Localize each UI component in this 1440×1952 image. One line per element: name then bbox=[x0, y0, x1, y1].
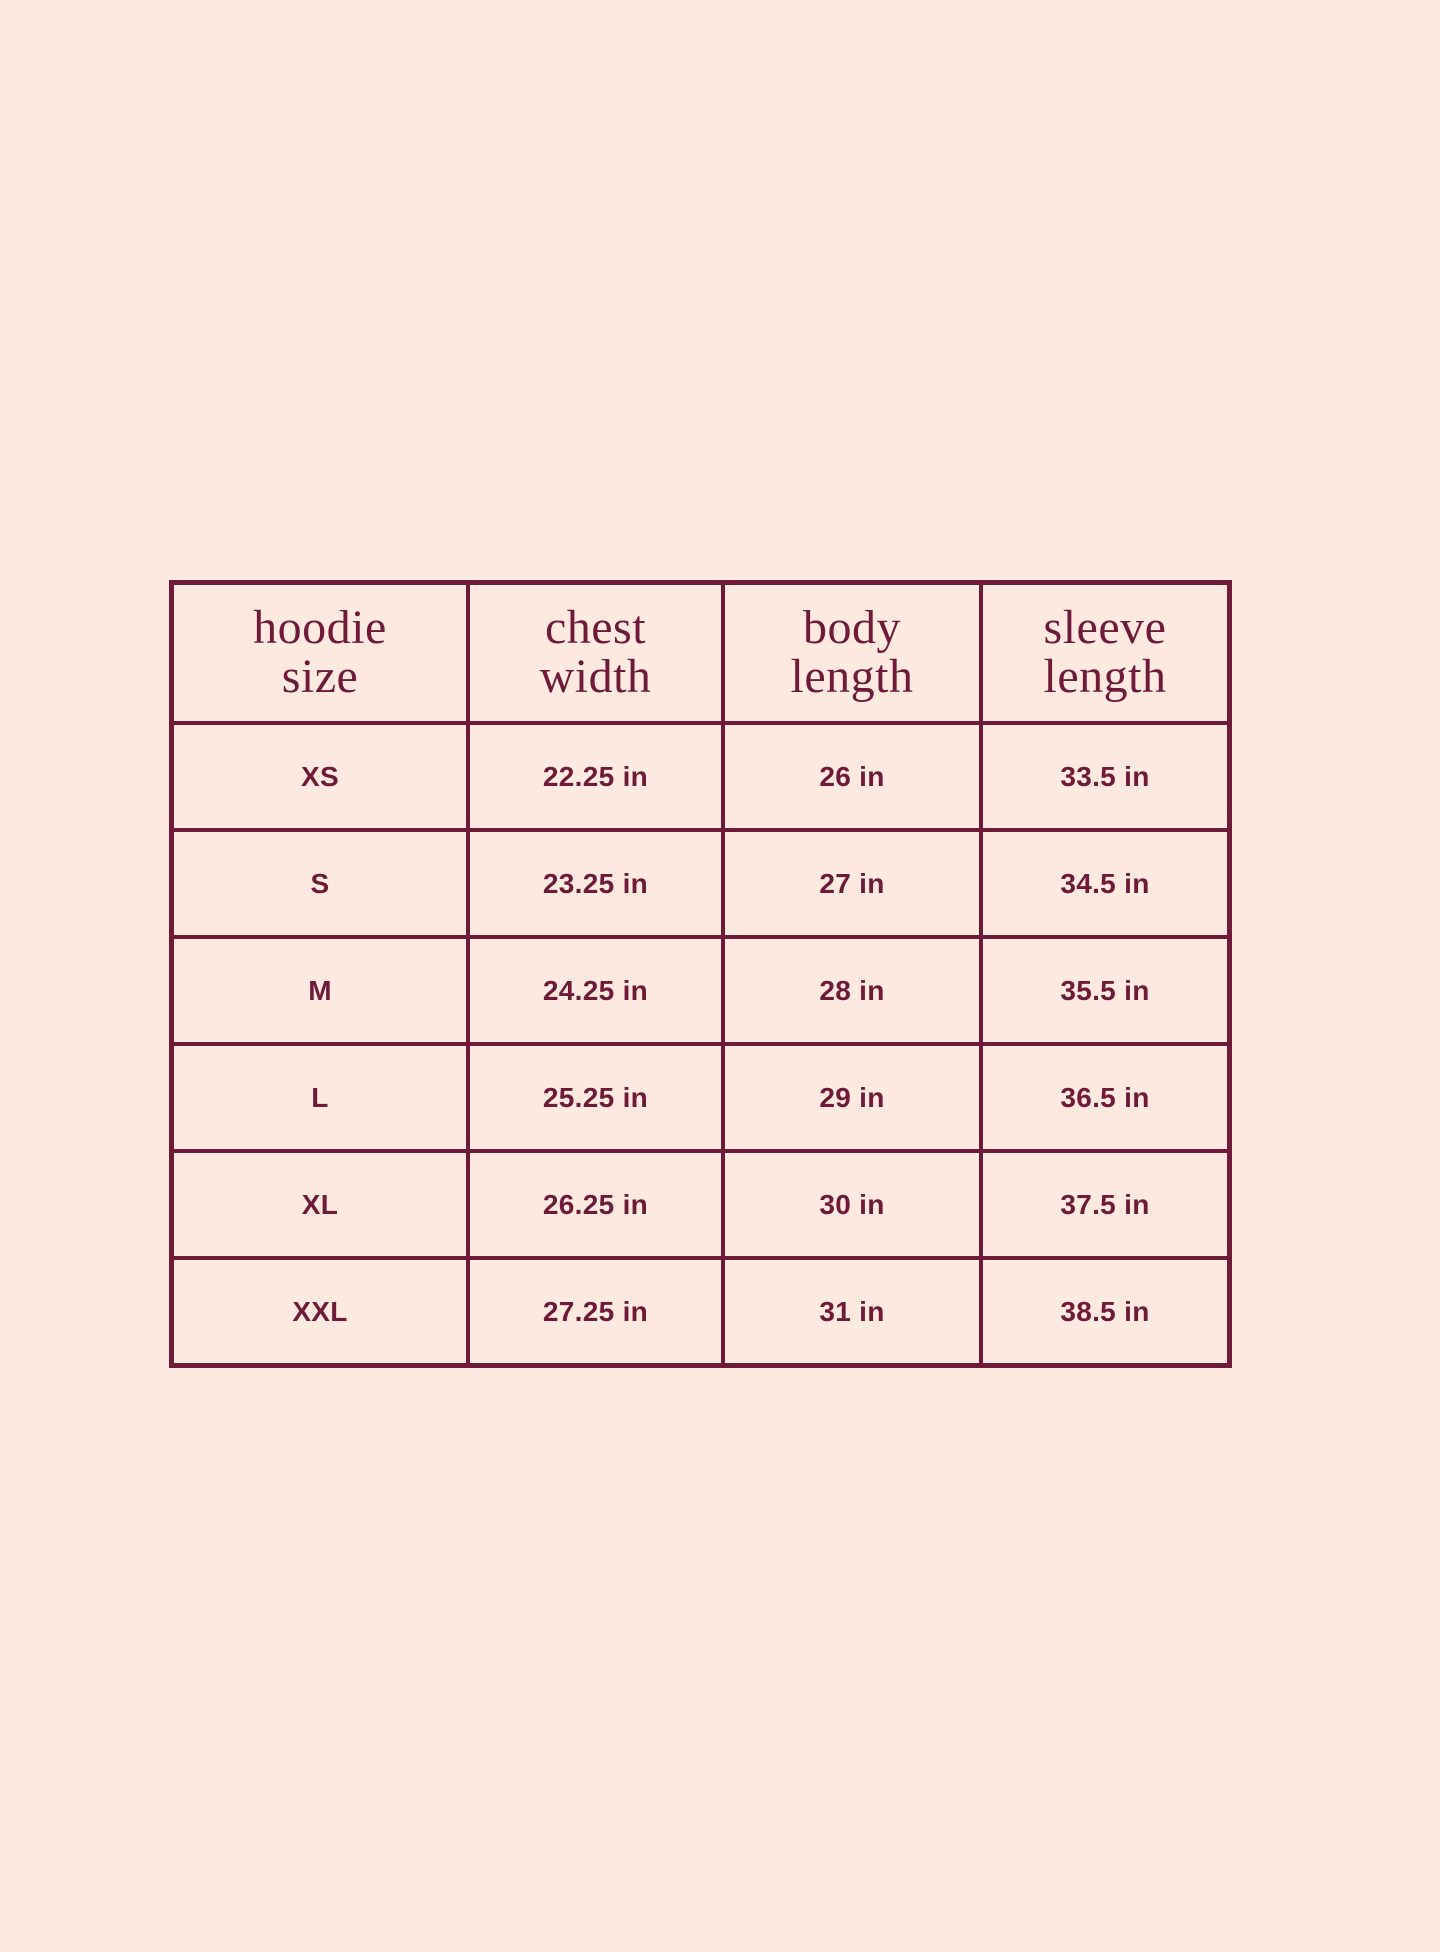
column-header-text: chest bbox=[544, 601, 647, 655]
sleeve-length-cell-s: 34.5 in bbox=[983, 832, 1227, 935]
column-header-chest-width bbox=[470, 585, 721, 721]
column-header-body-length bbox=[725, 585, 979, 721]
size-cell-m: M bbox=[174, 939, 466, 1042]
chest-width-cell-l: 25.25 in bbox=[470, 1046, 721, 1149]
size-cell-xxl: XXL bbox=[174, 1260, 466, 1363]
size-cell-xs: XS bbox=[174, 725, 466, 828]
chest-width-cell-m: 24.25 in bbox=[470, 939, 721, 1042]
sleeve-length-cell-xxl: 38.5 in bbox=[983, 1260, 1227, 1363]
sleeve-length-cell-xl: 37.5 in bbox=[983, 1153, 1227, 1256]
chest-width-cell-xl: 26.25 in bbox=[470, 1153, 721, 1256]
size-cell-l: L bbox=[174, 1046, 466, 1149]
chest-width-cell-xs: 22.25 in bbox=[470, 725, 721, 828]
chest-width-cell-xxl: 27.25 in bbox=[470, 1260, 721, 1363]
sleeve-length-cell-l: 36.5 in bbox=[983, 1046, 1227, 1149]
hoodie-size-chart-table bbox=[169, 580, 1232, 1368]
column-header-text: sleeve bbox=[1043, 601, 1167, 655]
size-cell-s: S bbox=[174, 832, 466, 935]
body-length-cell-l: 29 in bbox=[725, 1046, 979, 1149]
sleeve-length-cell-m: 35.5 in bbox=[983, 939, 1227, 1042]
body-length-cell-m: 28 in bbox=[725, 939, 979, 1042]
body-length-cell-xs: 26 in bbox=[725, 725, 979, 828]
body-length-cell-xxl: 31 in bbox=[725, 1260, 979, 1363]
column-header-text: hoodie bbox=[253, 601, 387, 655]
chest-width-cell-s: 23.25 in bbox=[470, 832, 721, 935]
column-header-hoodie-size bbox=[174, 585, 466, 721]
body-length-cell-s: 27 in bbox=[725, 832, 979, 935]
column-header-text: length bbox=[790, 650, 914, 703]
column-header-text: body bbox=[803, 601, 901, 655]
sleeve-length-cell-xs: 33.5 in bbox=[983, 725, 1227, 828]
column-header-text: length bbox=[1043, 650, 1167, 703]
body-length-cell-xl: 30 in bbox=[725, 1153, 979, 1256]
column-header-sleeve-length bbox=[983, 585, 1227, 721]
column-header-text: size bbox=[281, 650, 359, 703]
column-header-text: width bbox=[539, 650, 652, 703]
size-cell-xl: XL bbox=[174, 1153, 466, 1256]
